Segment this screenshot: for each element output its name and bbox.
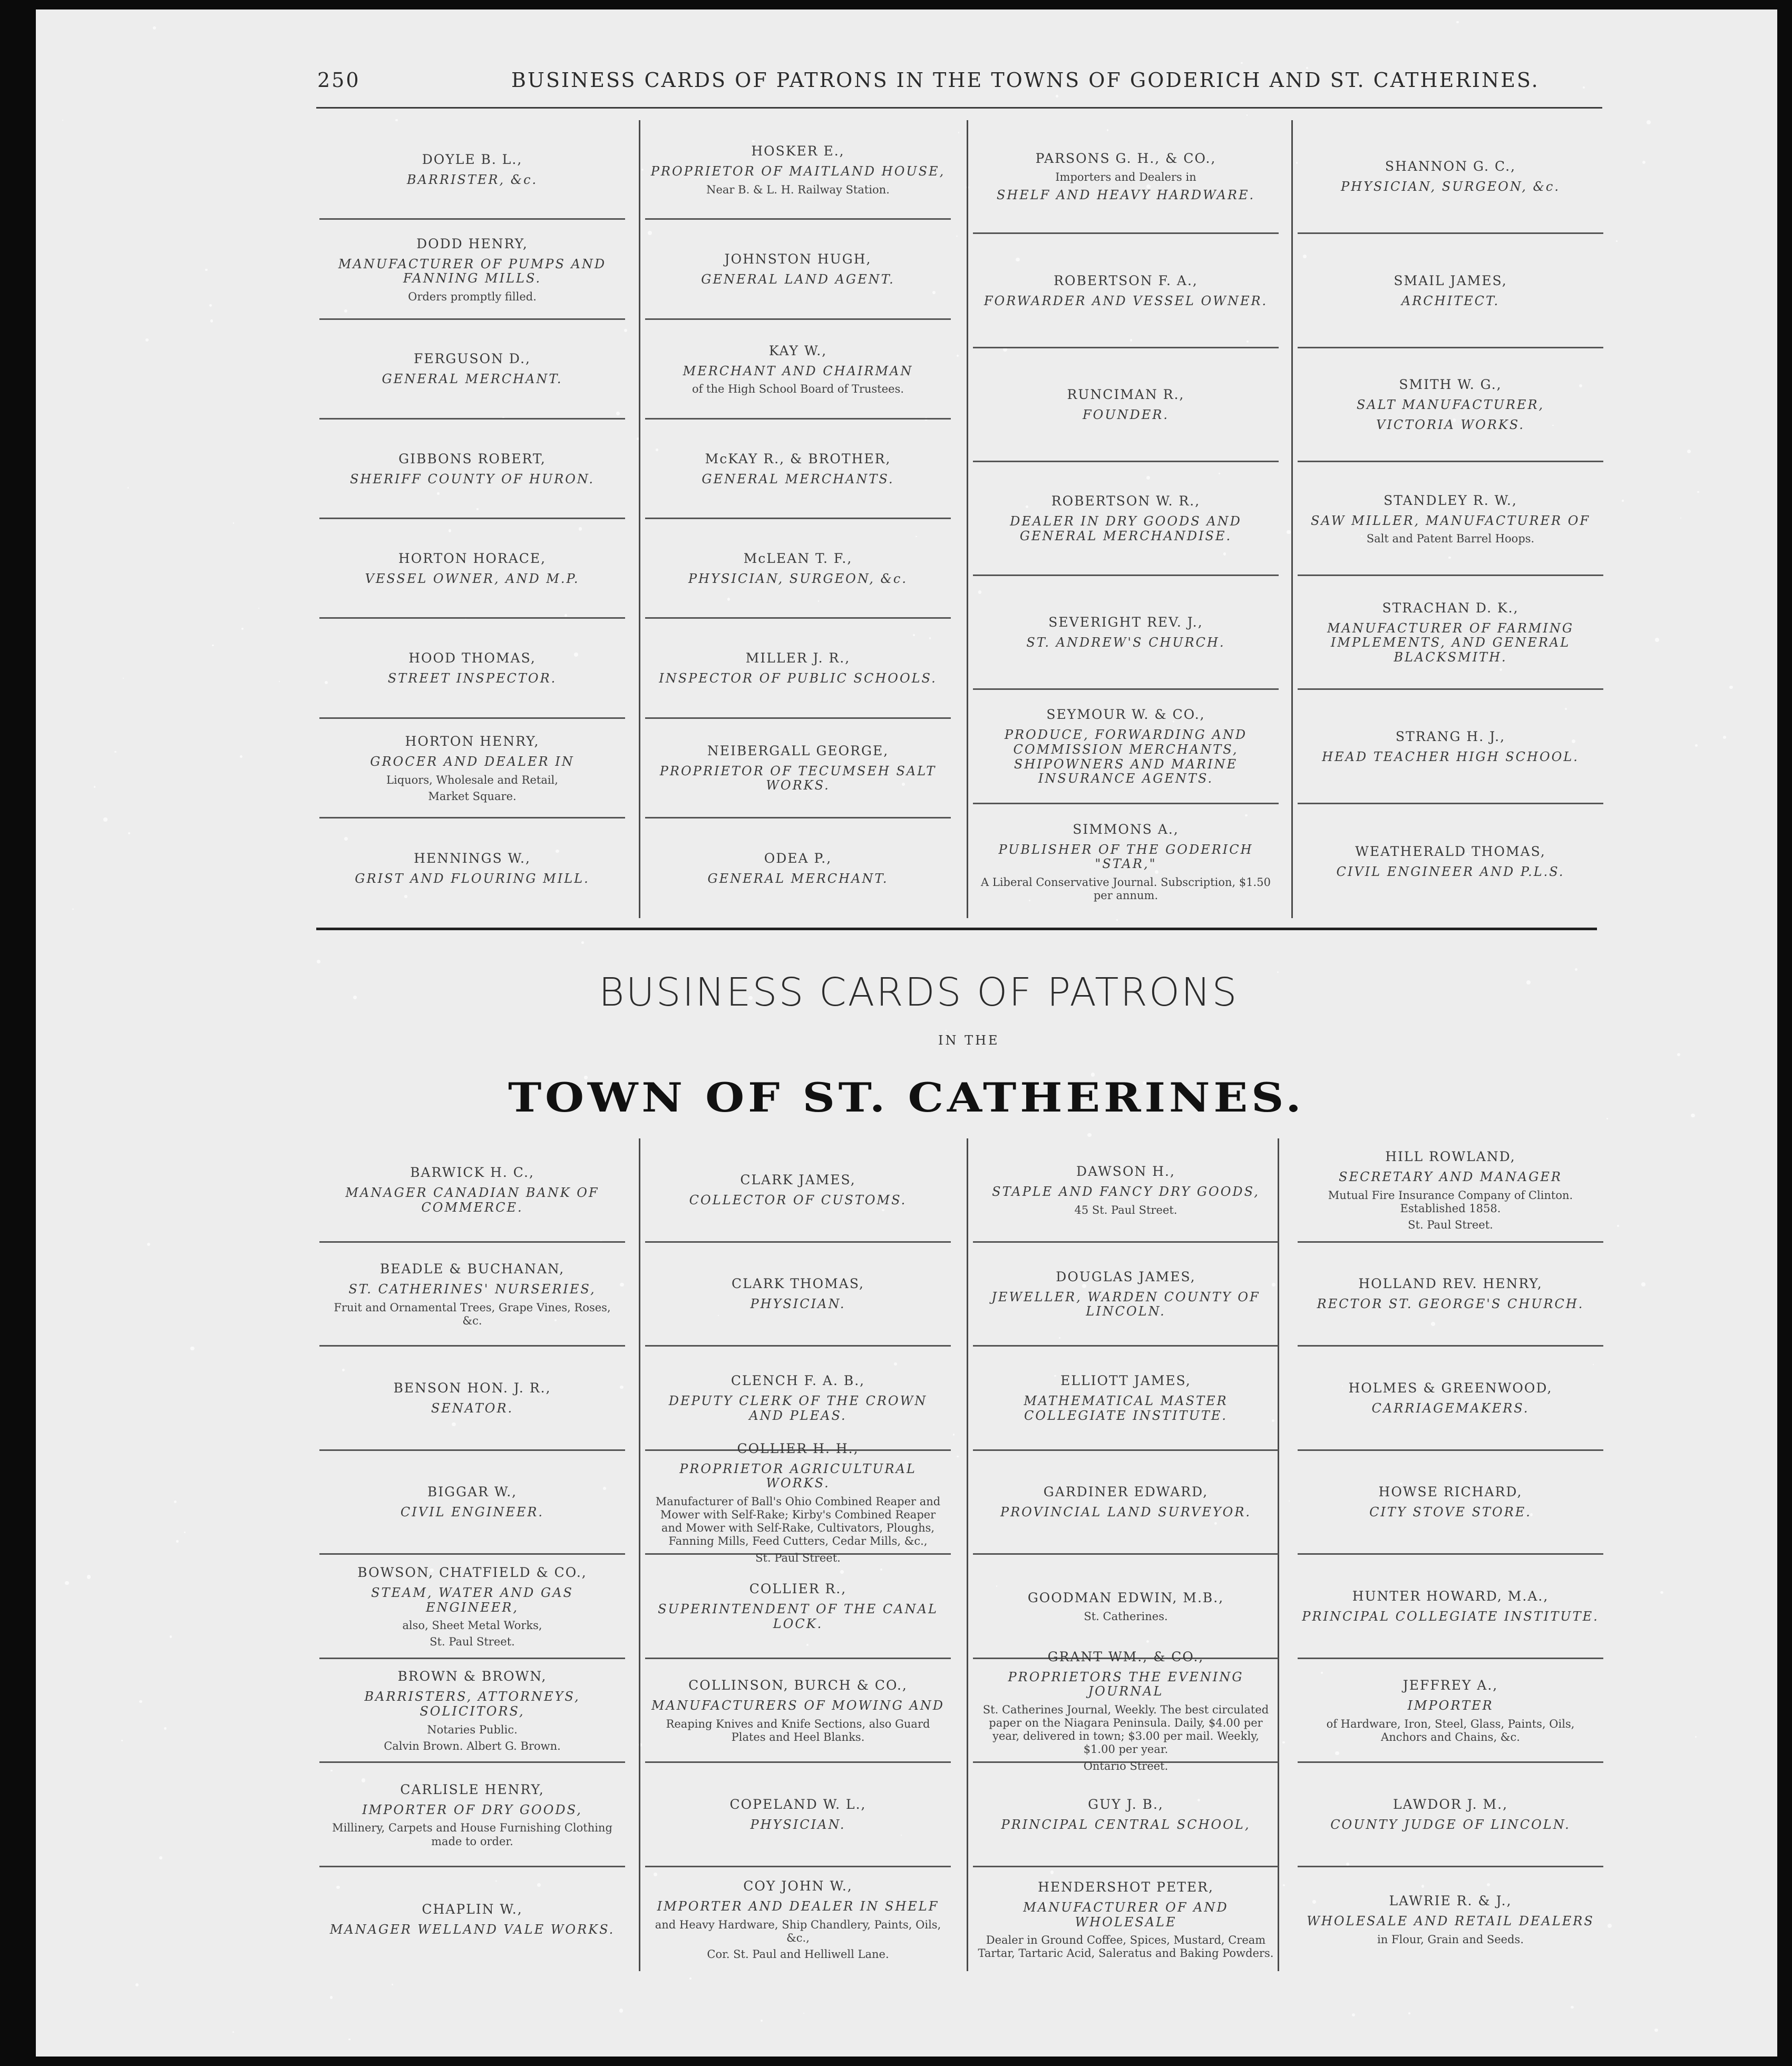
- card-column: [645, 1138, 951, 1971]
- paper-speck: [159, 1856, 162, 1859]
- patron-detail: Ontario Street.: [1083, 1759, 1168, 1772]
- card-column: [1298, 1138, 1603, 1971]
- business-card: [1298, 576, 1603, 690]
- business-card: [319, 420, 625, 519]
- paper-speck: [1641, 1282, 1645, 1286]
- patron-name: CARLISLE HENRY,: [400, 1781, 544, 1797]
- patron-detail: Near B. & L. H. Railway Station.: [706, 183, 890, 196]
- running-header: [317, 69, 1540, 92]
- patron-name: DOYLE B. L.,: [422, 151, 523, 167]
- patron-occupation: MANAGER WELLAND VALE WORKS.: [329, 1922, 615, 1937]
- business-card: [1298, 1138, 1603, 1243]
- patron-detail: Notaries Public.: [427, 1723, 518, 1736]
- business-card: [973, 804, 1279, 918]
- business-card: [319, 320, 625, 420]
- patron-name: MILLER J. R.,: [745, 650, 851, 666]
- business-card: [1298, 120, 1603, 234]
- patron-occupation: PROVINCIAL LAND SURVEYOR.: [1000, 1505, 1252, 1520]
- business-card: [1298, 348, 1603, 462]
- patron-detail: St. Catherines.: [1084, 1610, 1168, 1623]
- business-card: [973, 576, 1279, 690]
- business-card: [645, 420, 951, 519]
- patron-detail: Salt and Patent Barrel Hoops.: [1366, 532, 1535, 545]
- patron-occupation: VICTORIA WORKS.: [1376, 417, 1525, 432]
- patron-occupation: COUNTY JUDGE OF LINCOLN.: [1330, 1817, 1571, 1832]
- patron-name: SEVERIGHT REV. J.,: [1048, 615, 1203, 630]
- patron-name: KAY W.,: [768, 343, 827, 358]
- business-card: [1298, 1555, 1603, 1659]
- patron-name: LAWDOR J. M.,: [1392, 1796, 1508, 1812]
- business-card: [973, 462, 1279, 576]
- patron-occupation: PRINCIPAL CENTRAL SCHOOL,: [1001, 1817, 1251, 1832]
- paper-speck: [94, 786, 96, 788]
- patron-name: RUNCIMAN R.,: [1067, 386, 1185, 402]
- paper-speck: [1647, 120, 1651, 124]
- business-card: [1298, 1867, 1603, 1972]
- paper-speck: [392, 1984, 393, 1985]
- paper-speck: [174, 1500, 177, 1503]
- business-card: [973, 120, 1279, 234]
- patron-detail: Mutual Fire Insurance Company of Clinton. Established 1858.: [1328, 1188, 1573, 1215]
- paper-speck: [761, 2020, 763, 2022]
- business-card: [319, 1555, 625, 1659]
- business-card: [645, 120, 951, 220]
- business-card: [1298, 462, 1603, 576]
- patron-name: HOLMES & GREENWOOD,: [1348, 1380, 1553, 1396]
- patron-occupation: PROPRIETOR AGRICULTURAL WORKS.: [679, 1461, 917, 1491]
- business-card: [645, 1867, 951, 1972]
- business-card: [319, 1138, 625, 1243]
- patron-name: WEATHERALD THOMAS,: [1355, 843, 1546, 859]
- business-card: [645, 1659, 951, 1763]
- patron-detail: also, Sheet Metal Works,: [402, 1619, 542, 1632]
- patron-name: GARDINER EDWARD,: [1043, 1484, 1209, 1500]
- column-divider: [639, 1138, 640, 1971]
- business-card: [645, 220, 951, 319]
- patron-name: HOLLAND REV. HENRY,: [1358, 1276, 1543, 1292]
- patron-detail: Dealer in Ground Coffee, Spices, Mustard, Cream Tartar, Tartaric Acid, Saleratus and Baking Powders.: [978, 1934, 1274, 1960]
- patron-occupation: BARRISTERS, ATTORNEYS, SOLICITORS,: [364, 1689, 580, 1719]
- patron-detail: Liquors, Wholesale and Retail,: [386, 773, 558, 786]
- business-card: [645, 1440, 951, 1564]
- paper-speck: [1246, 114, 1248, 115]
- patron-name: STRANG H. J.,: [1395, 728, 1506, 744]
- patron-occupation: MANUFACTURER OF AND WHOLESALE: [1023, 1899, 1229, 1929]
- patron-detail: in Flour, Grain and Seeds.: [1377, 1933, 1524, 1946]
- paper-speck: [1408, 2012, 1410, 2014]
- business-card: [319, 1243, 625, 1347]
- patron-occupation: ST. ANDREW'S CHURCH.: [1026, 635, 1225, 650]
- patron-occupation: BARRISTER, &c.: [406, 172, 538, 187]
- business-card: [973, 1763, 1279, 1867]
- patron-occupation: SHERIFF COUNTY OF HURON.: [349, 471, 595, 486]
- patron-name: SHANNON G. C.,: [1385, 159, 1516, 174]
- patron-occupation: GROCER AND DEALER IN: [370, 754, 574, 769]
- patron-name: SEYMOUR W. & CO.,: [1046, 707, 1205, 723]
- business-card: [645, 619, 951, 718]
- paper-speck: [87, 1575, 91, 1579]
- business-card: [319, 1867, 625, 1972]
- paper-speck: [72, 909, 73, 910]
- paper-speck: [212, 645, 213, 646]
- page-number: 250: [317, 69, 361, 92]
- patron-name: GOODMAN EDWIN, M.B.,: [1027, 1590, 1224, 1606]
- patron-occupation: MANUFACTURER OF FARMING IMPLEMENTS, AND GENERAL BLACKSMITH.: [1327, 620, 1574, 665]
- patron-name: COPELAND W. L.,: [729, 1796, 866, 1812]
- paper-speck: [1616, 240, 1618, 242]
- patron-occupation: PHYSICIAN.: [750, 1817, 846, 1832]
- patron-occupation: STAPLE AND FANCY DRY GOODS,: [992, 1184, 1260, 1200]
- business-card: [319, 220, 625, 319]
- patron-name: ROBERTSON F. A.,: [1054, 272, 1198, 288]
- running-title: BUSINESS CARDS OF PATRONS IN THE TOWNS OF GODERICH AND ST. CATHERINES.: [511, 69, 1540, 92]
- patron-name: HOOD THOMAS,: [408, 650, 536, 666]
- business-card: [973, 1347, 1279, 1451]
- business-card: [645, 818, 951, 918]
- paper-speck: [190, 1347, 194, 1350]
- patron-occupation: MANAGER CANADIAN BANK OF COMMERCE.: [345, 1185, 599, 1215]
- section-town-heading: TOWN OF ST. CATHERINES.: [508, 1074, 1305, 1121]
- patron-name: ODEA P.,: [764, 851, 832, 866]
- paper-speck: [210, 319, 213, 322]
- business-card: [973, 234, 1279, 348]
- business-card: [1298, 690, 1603, 804]
- card-column: [645, 120, 951, 918]
- patron-occupation: VESSEL OWNER, AND M.P.: [365, 571, 580, 586]
- business-card: [1298, 234, 1603, 348]
- patron-occupation: CITY STOVE STORE.: [1369, 1505, 1532, 1520]
- paper-speck: [1289, 1500, 1290, 1502]
- patron-name: GUY J. B.,: [1088, 1796, 1164, 1812]
- patron-name: BIGGAR W.,: [427, 1484, 518, 1500]
- paper-speck: [1660, 1591, 1663, 1594]
- card-column: [973, 120, 1279, 918]
- paper-speck: [1282, 1741, 1285, 1744]
- paper-speck: [153, 26, 156, 30]
- paper-speck: [1116, 919, 1118, 921]
- patron-occupation: PROPRIETOR OF MAITLAND HOUSE,: [650, 164, 946, 179]
- paper-speck: [958, 132, 960, 133]
- patron-occupation: JEWELLER, WARDEN COUNTY OF LINCOLN.: [991, 1289, 1260, 1319]
- patron-occupation: GRIST AND FLOURING MILL.: [355, 871, 590, 886]
- patron-name: DOUGLAS JAMES,: [1056, 1269, 1196, 1284]
- business-card: [973, 348, 1279, 462]
- patron-occupation: MATHEMATICAL MASTER COLLEGIATE INSTITUTE.: [1024, 1393, 1228, 1423]
- patron-name: McKAY R., & BROTHER,: [705, 451, 891, 466]
- patron-occupation: GENERAL LAND AGENT.: [701, 272, 895, 287]
- paper-speck: [641, 169, 644, 171]
- patron-name: COLLIER R.,: [749, 1581, 847, 1597]
- patron-occupation: PUBLISHER OF THE GODERICH "STAR,": [998, 842, 1253, 872]
- patron-occupation: GENERAL MERCHANTS.: [702, 471, 894, 486]
- patron-occupation: INSPECTOR OF PUBLIC SCHOOLS.: [659, 671, 937, 686]
- business-card: [1298, 1347, 1603, 1451]
- patron-occupation: FORWARDER AND VESSEL OWNER.: [983, 293, 1268, 308]
- paper-speck: [121, 1740, 122, 1741]
- patron-occupation: SHELF AND HEAVY HARDWARE.: [996, 187, 1255, 202]
- paper-speck: [1642, 161, 1645, 164]
- patron-occupation: DEALER IN DRY GOODS AND GENERAL MERCHANDISE.: [1010, 514, 1242, 543]
- paper-speck: [135, 1983, 139, 1986]
- patron-occupation: RECTOR ST. GEORGE'S CHURCH.: [1317, 1297, 1584, 1312]
- patron-occupation: SUPERINTENDENT OF THE CANAL LOCK.: [658, 1602, 938, 1631]
- header-rule: [316, 107, 1602, 109]
- section-divider: [316, 928, 1597, 930]
- patron-name: SIMMONS A.,: [1073, 821, 1179, 837]
- business-card: [319, 619, 625, 718]
- business-card: [973, 690, 1279, 804]
- patron-name: LAWRIE R. & J.,: [1389, 1893, 1512, 1909]
- paper-speck: [1608, 1924, 1612, 1928]
- patron-occupation: STREET INSPECTOR.: [387, 671, 557, 686]
- patron-occupation: SALT MANUFACTURER,: [1356, 397, 1545, 413]
- patron-occupation: ARCHITECT.: [1401, 293, 1500, 308]
- card-column: [973, 1138, 1279, 1971]
- card-column: [319, 1138, 625, 1971]
- patron-name: DODD HENRY,: [416, 236, 528, 251]
- patron-name: JOHNSTON HUGH,: [724, 251, 872, 267]
- patron-occupation: PROPRIETORS THE EVENING JOURNAL: [1008, 1669, 1244, 1699]
- patron-name: McLEAN T. F.,: [743, 550, 853, 566]
- paper-speck: [103, 817, 108, 822]
- business-card: [1298, 1451, 1603, 1555]
- patron-detail: Fruit and Ornamental Trees, Grape Vines, Roses, &c.: [334, 1301, 611, 1328]
- patron-name: DAWSON H.,: [1076, 1164, 1175, 1180]
- patron-detail: of the High School Board of Trustees.: [692, 383, 904, 396]
- patron-detail: Importers and Dealers in: [1055, 170, 1196, 183]
- patron-occupation: MANUFACTURERS OF MOWING AND: [651, 1698, 945, 1713]
- patron-occupation: DEPUTY CLERK OF THE CROWN AND PLEAS.: [668, 1393, 928, 1423]
- business-card: [973, 1555, 1279, 1659]
- patron-name: SMAIL JAMES,: [1394, 272, 1507, 288]
- business-card: [319, 120, 625, 220]
- business-card: [973, 1451, 1279, 1555]
- patron-occupation: HEAD TEACHER HIGH SCHOOL.: [1322, 749, 1579, 764]
- paper-speck: [114, 751, 116, 753]
- paper-speck: [170, 1635, 172, 1638]
- patron-occupation: PRODUCE, FORWARDING AND COMMISSION MERCHANTS, SHIPOWNERS AND MARINE INSURANCE AGENTS.: [1004, 727, 1248, 786]
- patron-occupation: SECRETARY AND MANAGER: [1339, 1170, 1562, 1185]
- paper-speck: [145, 338, 149, 342]
- patron-name: CLARK THOMAS,: [731, 1276, 865, 1292]
- patron-occupation: SENATOR.: [431, 1400, 514, 1416]
- patron-name: HOSKER E.,: [751, 143, 845, 159]
- business-card: [645, 320, 951, 420]
- business-card: [645, 1347, 951, 1451]
- patron-occupation: SAW MILLER, MANUFACTURER OF: [1310, 513, 1591, 528]
- patron-detail: St. Catherines Journal, Weekly. The best circulated paper on the Niagara Peninsula. Daily, $4.00 per year, delivered in town; $3.00 per mail. Weekly, $1.00 per year.: [982, 1703, 1269, 1756]
- business-card: [1298, 804, 1603, 918]
- patron-name: HOWSE RICHARD,: [1378, 1484, 1523, 1500]
- patron-name: HUNTER HOWARD, M.A.,: [1352, 1588, 1549, 1604]
- patron-detail: of Hardware, Iron, Steel, Glass, Paints, Oils, Anchors and Chains, &c.: [1326, 1717, 1575, 1744]
- paper-speck: [1622, 500, 1623, 501]
- paper-speck: [330, 1996, 333, 1999]
- paper-speck: [348, 2039, 350, 2040]
- patron-name: HENDERSHOT PETER,: [1038, 1879, 1214, 1895]
- patron-detail: and Heavy Hardware, Ship Chandlery, Paints, Oils, &c.,: [655, 1918, 941, 1944]
- business-card: [1298, 1763, 1603, 1867]
- patron-occupation: CIVIL ENGINEER.: [400, 1505, 544, 1520]
- patron-name: PARSONS G. H., & CO.,: [1035, 150, 1216, 166]
- patron-occupation: WHOLESALE AND RETAIL DEALERS: [1307, 1914, 1594, 1929]
- patron-occupation: PHYSICIAN, SURGEON, &c.: [688, 571, 908, 586]
- paper-speck: [1571, 2006, 1574, 2009]
- business-card: [319, 519, 625, 619]
- patron-occupation: STEAM, WATER AND GAS ENGINEER,: [371, 1585, 573, 1615]
- patron-name: JEFFREY A.,: [1403, 1678, 1498, 1693]
- business-card: [645, 1763, 951, 1867]
- paper-speck: [1654, 2029, 1658, 2032]
- patron-occupation: CARRIAGEMAKERS.: [1371, 1400, 1530, 1416]
- paper-speck: [279, 681, 280, 682]
- patron-occupation: PROPRIETOR OF TECUMSEH SALT WORKS.: [659, 763, 937, 793]
- section-in-the: IN THE: [938, 1033, 1000, 1048]
- patron-name: COY JOHN W.,: [743, 1878, 853, 1894]
- business-card: [973, 1243, 1279, 1347]
- patron-name: CLARK JAMES,: [740, 1172, 856, 1187]
- patron-occupation: PRINCIPAL COLLEGIATE INSTITUTE.: [1302, 1609, 1599, 1624]
- patron-detail: St. Paul Street.: [1408, 1219, 1493, 1232]
- patron-detail: St. Paul Street.: [755, 1551, 841, 1564]
- patron-name: STANDLEY R. W.,: [1384, 492, 1517, 508]
- patron-occupation: ST. CATHERINES' NURSERIES,: [348, 1282, 596, 1297]
- patron-name: COLLIER H. H.,: [737, 1440, 859, 1456]
- paper-speck: [1655, 638, 1659, 642]
- patron-occupation: PHYSICIAN.: [750, 1297, 846, 1312]
- column-divider: [967, 120, 968, 918]
- patron-name: BARWICK H. C.,: [410, 1165, 534, 1181]
- business-card: [973, 1867, 1279, 1972]
- paper-speck: [1056, 95, 1058, 98]
- patron-detail: A Liberal Conservative Journal. Subscription, $1.50 per annum.: [981, 875, 1271, 902]
- paper-speck: [1456, 21, 1459, 24]
- patron-name: BENSON HON. J. R.,: [393, 1380, 551, 1396]
- patron-detail: Calvin Brown. Albert G. Brown.: [384, 1739, 561, 1752]
- patron-detail: Market Square.: [428, 790, 517, 803]
- paper-speck: [1617, 1225, 1619, 1227]
- patron-name: NEIBERGALL GEORGE,: [707, 743, 889, 758]
- column-divider: [1291, 120, 1293, 918]
- patron-occupation: CIVIL ENGINEER AND P.L.S.: [1336, 864, 1565, 879]
- business-card: [319, 818, 625, 918]
- business-card: [319, 1451, 625, 1555]
- patron-detail: Orders promptly filled.: [408, 290, 537, 303]
- patron-occupation: GENERAL MERCHANT.: [382, 372, 563, 387]
- section-title: BUSINESS CARDS OF PATRONS: [599, 970, 1239, 1015]
- paper-speck: [176, 1540, 179, 1543]
- business-card: [645, 1138, 951, 1243]
- column-divider: [967, 1138, 968, 1971]
- business-card: [319, 1659, 625, 1763]
- patron-name: BEADLE & BUCHANAN,: [379, 1261, 565, 1277]
- patron-name: COLLINSON, BURCH & CO.,: [688, 1678, 908, 1693]
- patron-name: CHAPLIN W.,: [422, 1901, 523, 1917]
- business-card: [1298, 1243, 1603, 1347]
- patron-name: STRACHAN D. K.,: [1382, 600, 1519, 616]
- paper-speck: [123, 678, 124, 679]
- patron-name: BOWSON, CHATFIELD & CO.,: [357, 1564, 587, 1580]
- patron-occupation: IMPORTER AND DEALER IN SHELF: [657, 1899, 939, 1914]
- patron-occupation: MERCHANT AND CHAIRMAN: [683, 363, 913, 378]
- patron-name: BROWN & BROWN,: [397, 1669, 547, 1684]
- paper-speck: [581, 941, 583, 943]
- paper-speck: [205, 269, 208, 271]
- patron-name: CLENCH F. A. B.,: [731, 1373, 865, 1389]
- paper-speck: [65, 1581, 69, 1585]
- business-card: [645, 1243, 951, 1347]
- patron-occupation: FOUNDER.: [1082, 407, 1169, 422]
- paper-speck: [317, 960, 320, 963]
- card-column: [319, 120, 625, 918]
- business-card: [645, 519, 951, 619]
- business-card: [1298, 1659, 1603, 1763]
- patron-occupation: GENERAL MERCHANT.: [707, 871, 889, 886]
- business-card: [645, 719, 951, 818]
- patron-name: FERGUSON D.,: [414, 351, 531, 367]
- patron-detail: Millinery, Carpets and House Furnishing Clothing made to order.: [332, 1821, 612, 1848]
- business-card: [319, 1763, 625, 1867]
- patron-occupation: MANUFACTURER OF PUMPS AND FANNING MILLS.: [338, 256, 607, 286]
- paper-speck: [139, 1700, 142, 1703]
- patron-name: HORTON HENRY,: [405, 734, 540, 749]
- paper-speck: [1606, 1118, 1608, 1119]
- patron-detail: St. Paul Street.: [430, 1635, 515, 1649]
- patron-name: HENNINGS W.,: [414, 851, 531, 866]
- paper-speck: [1526, 980, 1531, 985]
- patron-name: GIBBONS ROBERT,: [398, 451, 546, 466]
- paper-speck: [1287, 530, 1290, 534]
- patron-name: ROBERTSON W. R.,: [1051, 493, 1201, 509]
- column-divider: [639, 120, 640, 918]
- paper-speck: [209, 304, 212, 307]
- business-card: [319, 719, 625, 818]
- patron-name: ELLIOTT JAMES,: [1060, 1373, 1191, 1389]
- business-card: [645, 1555, 951, 1659]
- patron-name: HORTON HORACE,: [398, 550, 547, 566]
- patron-detail: 45 St. Paul Street.: [1074, 1203, 1177, 1216]
- patron-detail: Reaping Knives and Knife Sections, also Guard Plates and Heel Blanks.: [666, 1717, 930, 1744]
- patron-name: SMITH W. G.,: [1399, 377, 1502, 393]
- card-column: [1298, 120, 1603, 918]
- paper-speck: [619, 2009, 623, 2012]
- patron-occupation: COLLECTOR OF CUSTOMS.: [689, 1192, 907, 1207]
- patron-name: HILL ROWLAND,: [1385, 1149, 1516, 1165]
- patron-name: GRANT WM., & CO.,: [1047, 1649, 1204, 1664]
- patron-occupation: IMPORTER OF DRY GOODS,: [362, 1802, 582, 1817]
- paper-speck: [956, 236, 958, 237]
- patron-detail: Manufacturer of Ball's Ohio Combined Reaper and Mower with Self-Rake; Kirby's Combined Reaper and Mower with Self-Rake, Cultivators, Ploughs, Fanning Mills, Feed Cutters, Cedar Mills, &c.,: [655, 1495, 941, 1548]
- patron-detail: Cor. St. Paul and Helliwell Lane.: [707, 1948, 889, 1961]
- patron-occupation: IMPORTER: [1407, 1698, 1494, 1713]
- business-card: [973, 1138, 1279, 1243]
- business-card: [319, 1347, 625, 1451]
- patron-occupation: PHYSICIAN, SURGEON, &c.: [1340, 179, 1560, 194]
- business-card: [973, 1649, 1279, 1772]
